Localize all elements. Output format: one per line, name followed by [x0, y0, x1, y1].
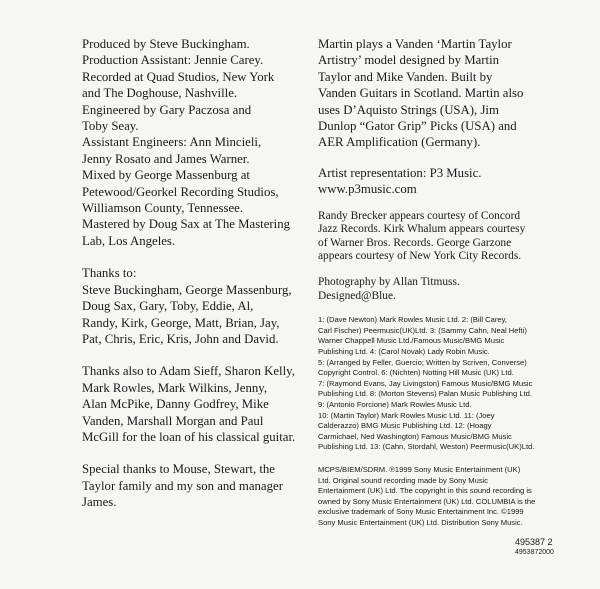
- text-line: Steve Buckingham, George Massenburg,: [82, 282, 292, 297]
- copyright-notice: [318, 465, 548, 529]
- text-line: Carmichael, Ned Washington) Famous Music/BMG Music: [318, 431, 512, 441]
- text-line: Doug Sax, Gary, Toby, Eddie, Al,: [82, 299, 254, 314]
- text-line: Publishing Ltd. 13: (Cahn, Stordahl, Weston) Peermusic(UK)Ltd.: [318, 442, 535, 452]
- text-line: Pat, Chris, Eric, Kris, John and David.: [82, 331, 279, 346]
- text-line: 7: (Raymond Evans, Jay Livingston) Famous Music/BMG Music: [318, 378, 533, 388]
- text-line: Randy Brecker appears courtesy of Concord: [318, 209, 521, 222]
- text-line: Mixed by George Massenburg at: [82, 168, 250, 183]
- text-line: Photography by Allan Titmuss.: [318, 276, 460, 289]
- text-line: Designed@Blue.: [318, 289, 396, 302]
- text-line: Petewood/Georkel Recording Studios,: [82, 184, 279, 199]
- text-line: appears courtesy of New York City Records.: [318, 250, 522, 263]
- production-credits: [82, 36, 290, 249]
- text-line: Publishing Ltd. 4: (Carol Novak) Lady Robin Music.: [318, 347, 490, 356]
- text-line: 10: (Martin Taylor) Mark Rowles Music Ltd. 11: (Joey: [318, 410, 495, 420]
- thanks-also-block: [82, 363, 296, 445]
- text-line: owned by Sony Music Entertainment (UK) Ltd. COLUMBIA is the: [318, 496, 536, 506]
- text-line: Alan McPike, Danny Godfrey, Mike: [82, 397, 269, 412]
- special-thanks-block: [82, 461, 290, 510]
- thanks-block: [82, 265, 290, 347]
- text-line: Warner Chappell Music Ltd./Famous Music/BMG Music: [318, 336, 505, 346]
- text-line: exclusive trademark of Sony Music Entertainment Inc. ©1999: [318, 507, 524, 517]
- text-line: Mark Rowles, Mark Wilkins, Jenny,: [82, 380, 268, 395]
- text-line: Mastered by Doug Sax at The Mastering: [82, 217, 291, 232]
- text-line: AER Amplification (Germany).: [318, 135, 481, 150]
- text-line: Williamson County, Tennessee.: [82, 201, 244, 216]
- text-line: Jazz Records. Kirk Whalum appears courtesy: [318, 223, 526, 236]
- text-line: Toby Seay.: [82, 119, 139, 134]
- text-line: Vanden, Marshall Morgan and Paul: [82, 413, 264, 428]
- text-line: McGill for the loan of his classical guitar.: [82, 429, 296, 444]
- text-line: 5: (Arranged by Feller, Guercio; Written by Scriven, Converse): [318, 357, 527, 367]
- left-column: [82, 36, 296, 511]
- text-line: Vanden Guitars in Scotland. Martin also: [318, 86, 524, 101]
- text-line: Engineered by Gary Paczosa and: [82, 102, 252, 117]
- photo-design-credits: [318, 276, 548, 303]
- catalog-number: 495387 2: [515, 537, 553, 547]
- text-line: Taylor family and my son and manager: [82, 478, 283, 493]
- text-line: Artist representation: P3 Music.: [318, 165, 482, 180]
- text-line: of Warner Bros. Records. George Garzone: [318, 236, 512, 249]
- text-line: 1: (Dave Newton) Mark Rowles Music Ltd. 2: (Bill Carey,: [318, 315, 507, 325]
- text-line: Lab, Los Angeles.: [82, 233, 176, 248]
- text-line: MCPS/BIEM/SDRM. ℗1999 Sony Music Entertainment (UK): [318, 464, 521, 474]
- text-line: uses D’Aquisto Strings (USA), Jim: [318, 102, 499, 117]
- text-line: Special thanks to Mouse, Stewart, the: [82, 462, 275, 477]
- text-line: Production Assistant: Jennie Carey.: [82, 53, 264, 68]
- text-line: Martin plays a Vanden ‘Martin Taylor: [318, 37, 512, 51]
- text-line: Taylor and Mike Vanden. Built by: [318, 69, 493, 84]
- text-line: Sony Music Entertainment (UK) Ltd. Distribution Sony Music.: [318, 517, 523, 527]
- courtesy-notes: [318, 210, 548, 264]
- text-line: Ltd. Original sound recording made by Sony Music: [318, 475, 489, 485]
- artist-representation: [318, 165, 548, 198]
- text-line: Jenny Rosato and James Warner.: [82, 151, 250, 166]
- text-line: Publishing Ltd. 8: (Morton Stevens) Palan Music Publishing Ltd.: [318, 389, 533, 399]
- text-line: Recorded at Quad Studios, New York: [82, 69, 275, 84]
- text-line: Artistry’ model designed by Martin: [318, 53, 500, 68]
- text-line: Copyright Control. 6: (Nichten) Notting Hill Music (UK) Ltd.: [318, 368, 514, 378]
- text-line: Dunlop “Gator Grip” Picks (USA) and: [318, 119, 517, 134]
- text-line: 9: (Antonio Forcione) Mark Rowles Music Ltd.: [318, 399, 472, 409]
- text-line: Randy, Kirk, George, Matt, Brian, Jay,: [82, 315, 280, 330]
- text-line: Carl Fischer) Peermusic(UK)Ltd. 3: (Sammy Cahn, Neal Hefti): [318, 325, 527, 335]
- text-line: Produced by Steve Buckingham.: [82, 37, 250, 51]
- text-line: Thanks to:: [82, 266, 137, 281]
- publishing-credits: [318, 315, 548, 453]
- text-line: Assistant Engineers: Ann Mincieli,: [82, 135, 262, 150]
- text-line: Entertainment (UK) Ltd. The copyright in this sound recording is: [318, 486, 532, 496]
- text-line: James.: [82, 495, 117, 510]
- barcode-number: 4953872000: [515, 549, 554, 556]
- text-line: Calderazzo) BMG Music Publishing Ltd. 12: (Hoagy: [318, 421, 492, 431]
- text-line: Thanks also to Adam Sieff, Sharon Kelly,: [82, 364, 295, 379]
- right-column: [318, 36, 548, 529]
- catalog-number-block: [515, 537, 554, 557]
- guitar-credits: [318, 36, 548, 151]
- website-text: www.p3music.com: [318, 182, 417, 197]
- text-line: and The Doghouse, Nashville.: [82, 86, 238, 101]
